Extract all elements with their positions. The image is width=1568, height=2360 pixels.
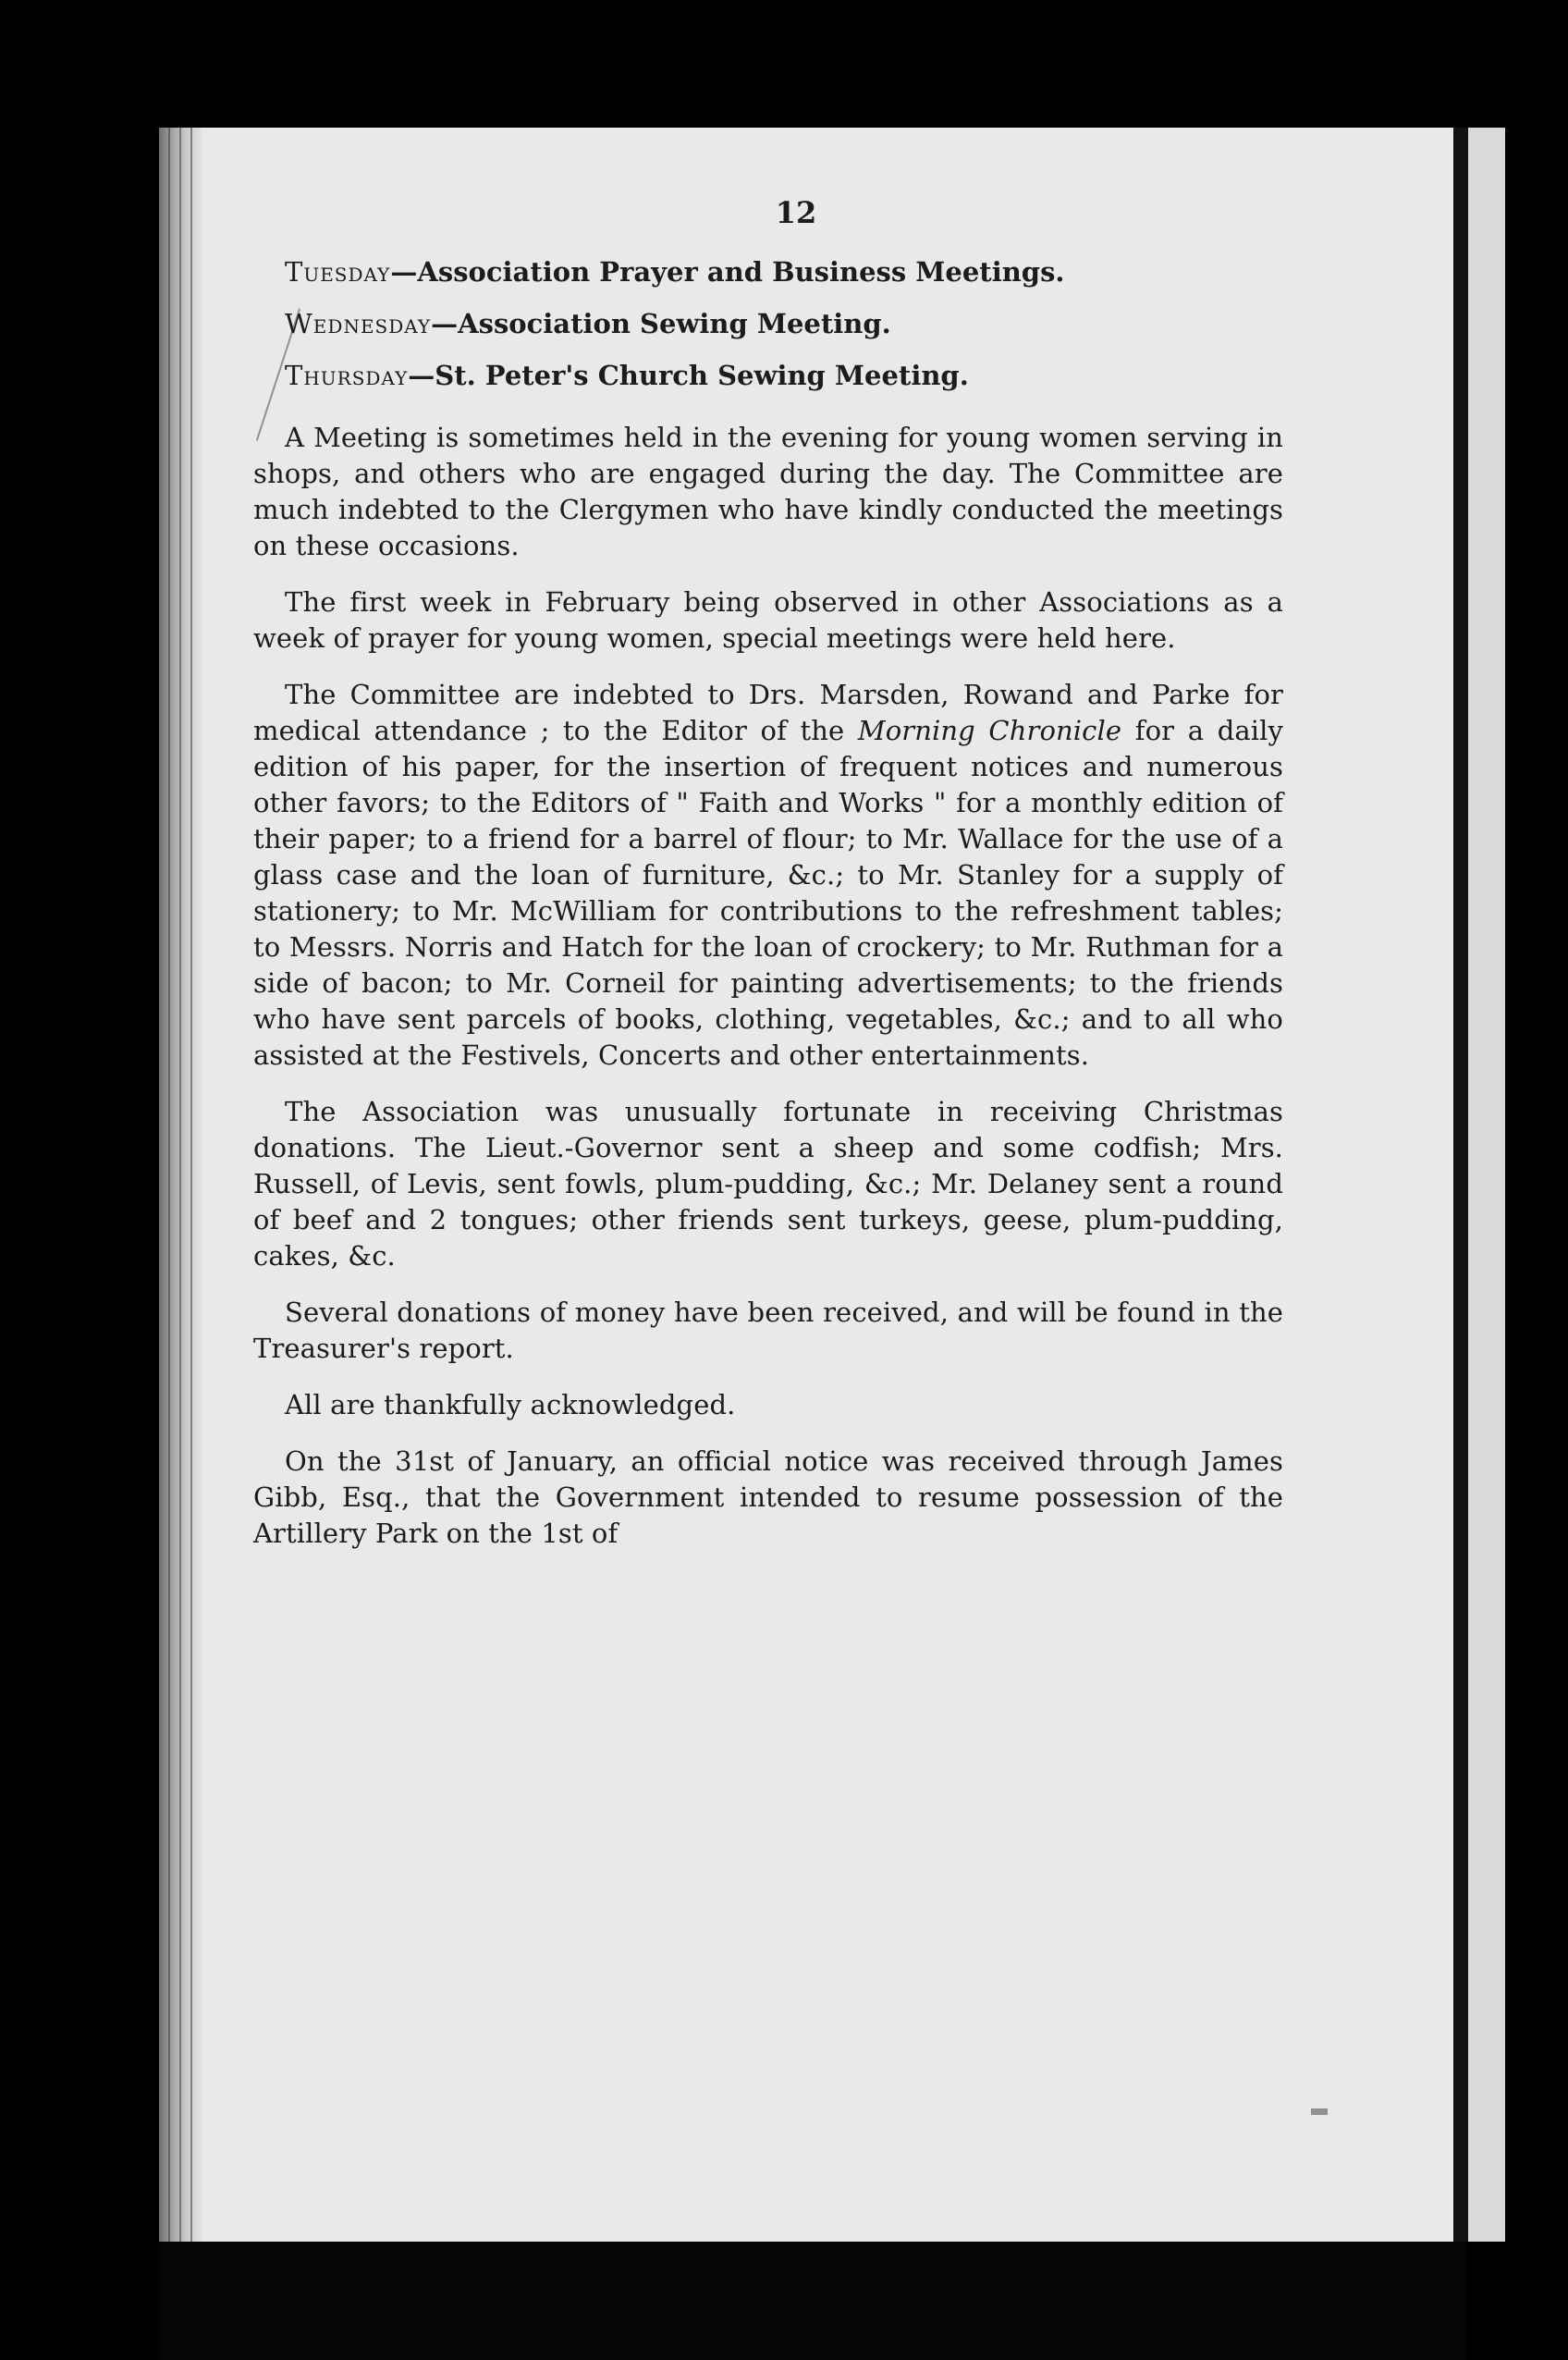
gutter-line xyxy=(168,128,170,2242)
page-content xyxy=(253,194,1283,1572)
schedule-dash: — xyxy=(390,256,418,288)
schedule-event: Association Sewing Meeting. xyxy=(458,308,891,339)
paragraph-text: The Committee are indebted to Drs. Marsden, Rowand and Parke for medical attendance ; to the Editor of the xyxy=(253,679,1283,746)
schedule-dash: — xyxy=(431,308,459,339)
newspaper-title: Morning Chronicle xyxy=(857,715,1122,746)
gutter-line xyxy=(190,128,192,2242)
schedule-event: Association Prayer and Business Meetings. xyxy=(417,256,1065,288)
schedule-dash: — xyxy=(408,360,435,391)
schedule-line-tuesday xyxy=(285,253,1283,290)
scan-mark xyxy=(1311,2108,1328,2115)
gutter-line xyxy=(179,128,181,2242)
schedule-event: St. Peter's Church Sewing Meeting. xyxy=(435,360,969,391)
schedule-line-thursday xyxy=(285,357,1283,394)
paragraph-christmas-donations: The Association was unusually fortunate in receiving Christmas donations. The Lieut.-Governor sent a sheep and some codfish; Mrs. Russell, of Levis, sent fowls, plum-pudding, &c.; Mr. Delaney sent a round of beef and 2 tongues; other friends sent turkeys, geese, plum-pudding, cakes, &c. xyxy=(253,1096,1283,1272)
page-number: 12 xyxy=(775,195,817,230)
paragraph-official-notice: On the 31st of January, an official notice was received through James Gibb, Esq., that the Government intended to resume possession of the Artillery Park on the 1st of xyxy=(253,1445,1283,1549)
facing-page-sliver xyxy=(1468,128,1505,2242)
paragraph-week-of-prayer: The first week in February being observed in other Associations as a week of prayer for young women, special meetings were held here. xyxy=(253,586,1283,654)
paragraph-thanks: All are thankfully acknowledged. xyxy=(285,1389,736,1420)
scan-border-bottom xyxy=(159,2242,1466,2360)
schedule-day: Thursday xyxy=(285,360,409,391)
paragraph-acknowledgements xyxy=(253,677,1283,1074)
schedule-day: Wednesday xyxy=(285,308,432,339)
paragraph-text: for a daily edition of his paper, for the insertion of frequent notices and numerous other favors; to the Editors of " Faith and Works " for a monthly edition of their paper; to a friend for a barrel of flour; to Mr. Wallace for the use of a glass case and the loan of furniture, &c.; to Mr. Stanley for a supply of stationery; to Mr. McWilliam for contributions to the refreshment tables; to Messrs. Norris and Hatch for the loan of crockery; to Mr. Ruthman for a side of bacon; to Mr. Corneil for painting advertisements; to the friends who have sent parcels of books, clothing, vegetables, &c.; and to all who assisted at the Festivels, Concerts and other entertainments. xyxy=(253,715,1283,1071)
schedule-line-wednesday xyxy=(285,305,1283,342)
schedule-day: Tuesday xyxy=(285,256,391,288)
paragraph-money-donations: Several donations of money have been received, and will be found in the Treasurer's report. xyxy=(253,1297,1283,1364)
paragraph-evening-meetings: A Meeting is sometimes held in the evening for young women serving in shops, and others who are engaged during the day. The Committee are much indebted to the Clergymen who have kindly conducted the meetings on these occasions. xyxy=(253,422,1283,561)
right-page-edge xyxy=(1453,128,1468,2242)
